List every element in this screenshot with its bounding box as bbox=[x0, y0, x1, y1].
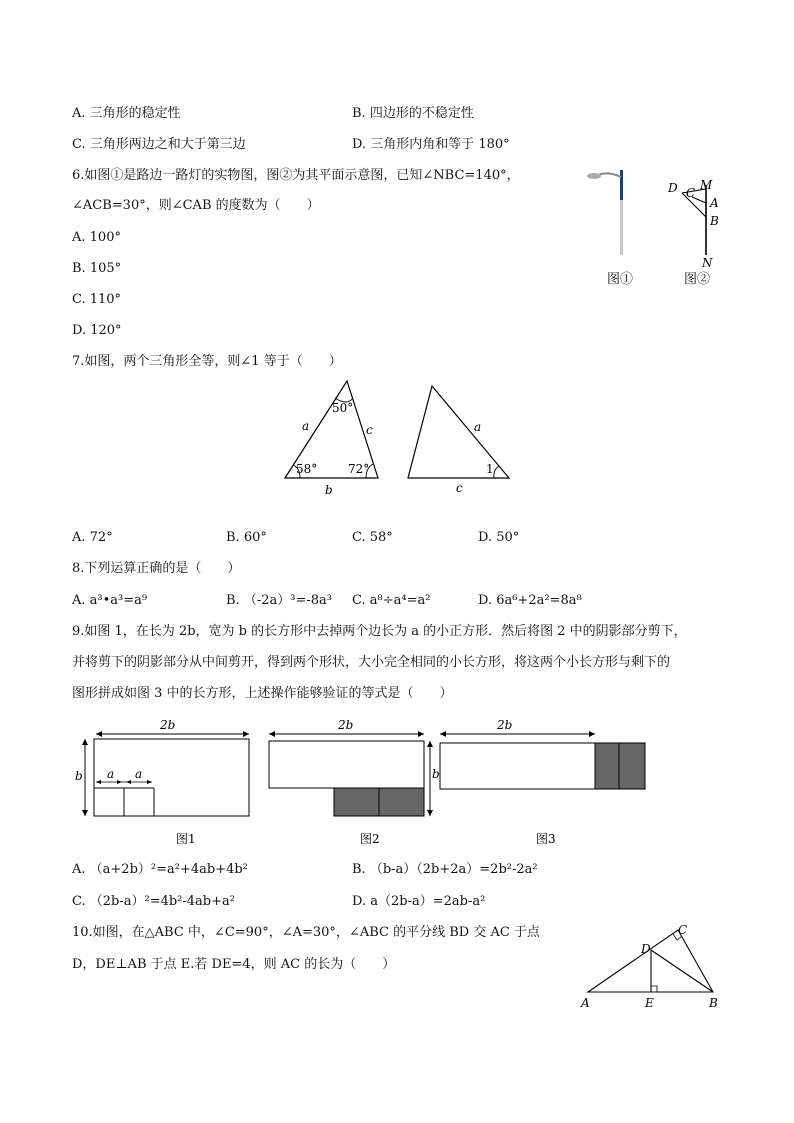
fig1-caption: 图1 bbox=[176, 832, 196, 846]
q9-option-a: A. （a+2b）²=a²+4ab+4b² bbox=[72, 862, 248, 877]
label-A: A bbox=[710, 196, 719, 210]
label-C: C bbox=[678, 923, 688, 937]
q8-option-b: B. （-2a）³=-8a³ bbox=[226, 593, 332, 608]
label-B: B bbox=[710, 214, 719, 228]
tri2-side-c: c bbox=[456, 481, 463, 495]
tri1-top-angle: 50° bbox=[332, 401, 354, 415]
q5-option-c: C. 三角形两边之和大于第三边 bbox=[72, 137, 246, 152]
label-E: E bbox=[645, 996, 654, 1010]
label-D: D bbox=[641, 942, 651, 956]
fig3-label-2b: 2b bbox=[497, 718, 513, 732]
q9-stem-line3: 图形拼成如图 3 中的长方形，上述操作能够验证的等式是（ ） bbox=[72, 686, 453, 701]
q6-stem-line1: 6.如图①是路边一路灯的实物图，图②为其平面示意图，已知∠NBC=140°， bbox=[72, 168, 520, 183]
fig1-label-a1: a bbox=[107, 767, 115, 781]
q8-option-a: A. a³•a³=a⁹ bbox=[72, 593, 148, 608]
q5-option-d: D. 三角形内角和等于 180° bbox=[352, 137, 510, 152]
lamp-schematic-figure bbox=[660, 175, 720, 270]
fig2-label-2b: 2b bbox=[338, 718, 354, 732]
tri1-side-b: b bbox=[325, 483, 333, 497]
q10-stem-line1: 10.如图，在△ABC 中，∠C=90°，∠A=30°，∠ABC 的平分线 BD 交 AC 于点 bbox=[72, 925, 540, 940]
tri1-right-angle: 72° bbox=[348, 462, 370, 476]
fig3-caption: 图3 bbox=[536, 832, 556, 846]
congruent-triangles-figure bbox=[280, 376, 520, 498]
q7-option-b: B. 60° bbox=[226, 530, 267, 545]
tri1-side-c: c bbox=[366, 423, 373, 437]
rectangles-figure bbox=[72, 712, 662, 852]
q8-stem: 8.下列运算正确的是（ ） bbox=[72, 561, 241, 576]
q6-option-c: C. 110° bbox=[72, 292, 122, 307]
q10-stem-line2: D，DE⊥AB 于点 E.若 DE=4，则 AC 的长为（ ） bbox=[72, 957, 396, 972]
label-M: M bbox=[700, 178, 713, 192]
q9-stem-line2: 并将剪下的阴影部分从中间剪开，得到两个形状，大小完全相同的小长方形，将这两个小长方形与剩下的 bbox=[72, 655, 671, 670]
fig2-label-b: b bbox=[432, 767, 440, 781]
q9-stem-line1: 9.如图 1，在长为 2b，宽为 b 的长方形中去掉两个边长为 a 的小正方形．然后将图 2 中的阴影部分剪下， bbox=[72, 624, 687, 639]
tri1-side-a: a bbox=[302, 419, 310, 433]
q6-stem-line2: ∠ACB=30°，则∠CAB 的度数为（ ） bbox=[72, 198, 320, 213]
label-A: A bbox=[581, 996, 590, 1010]
q7-stem: 7.如图，两个三角形全等，则∠1 等于（ ） bbox=[72, 354, 342, 369]
q6-option-b: B. 105° bbox=[72, 261, 122, 276]
q6-fig1-caption: 图① bbox=[607, 272, 634, 287]
label-C: C bbox=[686, 186, 696, 200]
q6-option-a: A. 100° bbox=[72, 230, 121, 245]
q6-option-d: D. 120° bbox=[72, 323, 122, 338]
fig1-label-a2: a bbox=[135, 767, 143, 781]
label-B: B bbox=[709, 996, 718, 1010]
right-triangle-figure bbox=[578, 920, 728, 1015]
label-N: N bbox=[702, 256, 713, 270]
q7-option-a: A. 72° bbox=[72, 530, 113, 545]
q8-option-c: C. a⁸÷a⁴=a² bbox=[352, 593, 431, 608]
label-D: D bbox=[668, 181, 678, 195]
q9-option-d: D. a（2b-a）=2ab-a² bbox=[352, 894, 486, 909]
fig2-caption: 图2 bbox=[360, 832, 380, 846]
q6-fig2-caption: 图② bbox=[684, 272, 711, 287]
q5-option-b: B. 四边形的不稳定性 bbox=[352, 106, 474, 121]
tri2-side-a: a bbox=[474, 420, 482, 434]
q7-option-d: D. 50° bbox=[478, 530, 520, 545]
q9-option-c: C. （2b-a）²=4b²-4ab+a² bbox=[72, 894, 235, 909]
q9-option-b: B. （b-a）（2b+2a）=2b²-2a² bbox=[352, 862, 538, 877]
q7-option-c: C. 58° bbox=[352, 530, 393, 545]
tri1-left-angle: 58° bbox=[296, 462, 318, 476]
tri2-angle-1: 1 bbox=[486, 462, 494, 476]
fig1-label-2b: 2b bbox=[160, 718, 176, 732]
q8-option-d: D. 6a⁶+2a²=8a⁸ bbox=[478, 593, 582, 608]
fig1-label-b: b bbox=[75, 769, 83, 783]
street-lamp-figure bbox=[580, 165, 640, 260]
q5-option-a: A. 三角形的稳定性 bbox=[72, 106, 181, 121]
